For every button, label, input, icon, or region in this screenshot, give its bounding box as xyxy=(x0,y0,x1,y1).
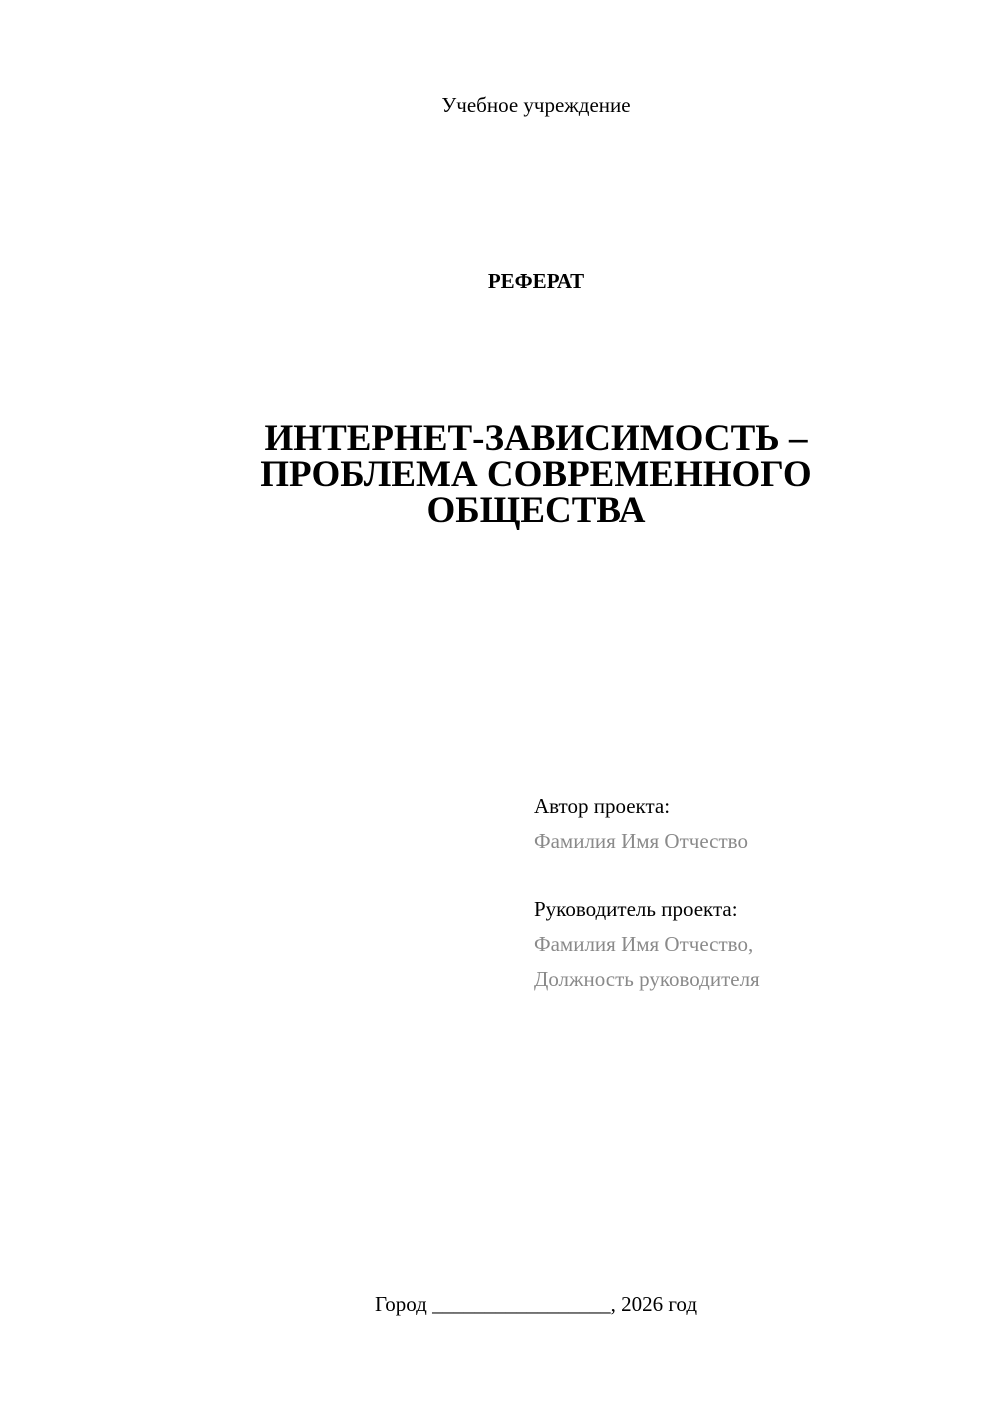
author-label: Автор проекта: xyxy=(534,794,671,818)
supervisor-position: Должность руководителя xyxy=(534,967,760,991)
supervisor-label: Руководитель проекта: xyxy=(534,897,738,921)
document-title xyxy=(0,418,1000,531)
supervisor-name: Фамилия Имя Отчество, xyxy=(534,932,754,956)
document-title-line: ОБЩЕСТВА xyxy=(426,490,646,531)
document-type-label: РЕФЕРАТ xyxy=(487,269,585,293)
project-info-block xyxy=(534,789,974,997)
institution-name: Учебное учреждение xyxy=(441,93,631,117)
document-title-line: ИНТЕРНЕТ-ЗАВИСИМОСТЬ – xyxy=(264,418,808,459)
document-title-line: ПРОБЛЕМА СОВРЕМЕННОГО xyxy=(260,454,812,495)
spacer xyxy=(534,859,974,892)
city-year-line: Город _________________, 2026 год xyxy=(374,1292,698,1316)
author-name: Фамилия Имя Отчество xyxy=(534,829,748,853)
